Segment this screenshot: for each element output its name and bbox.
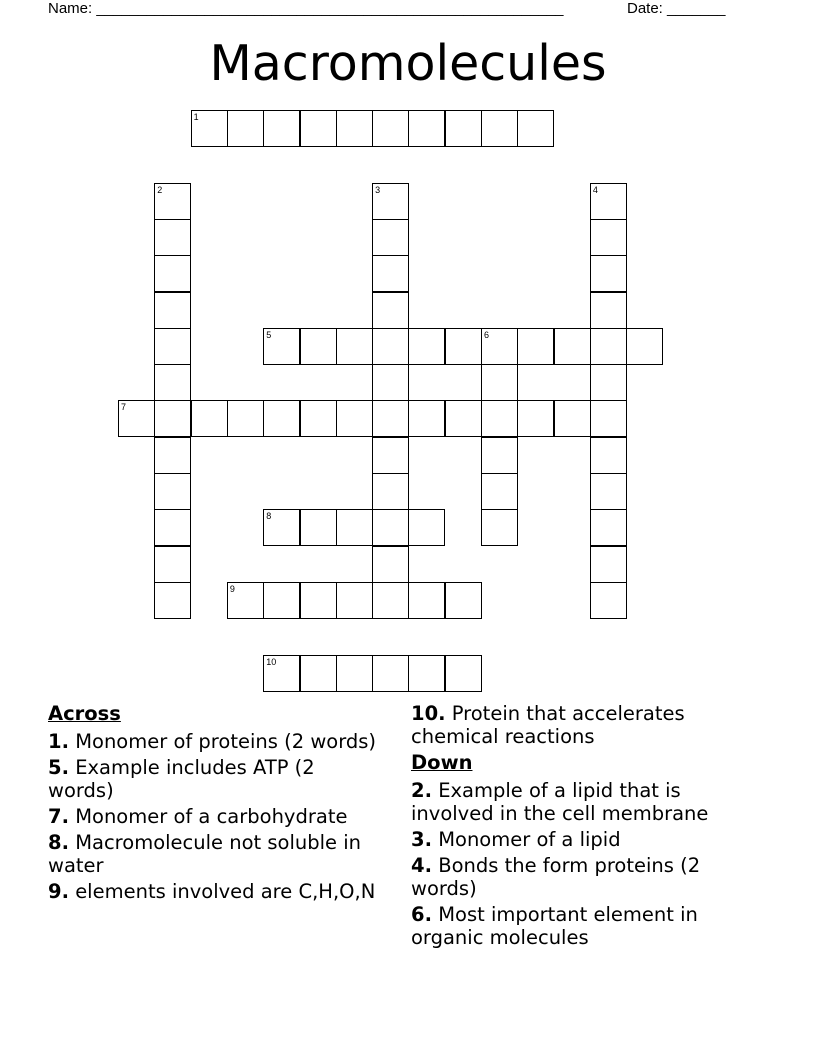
crossword-cell[interactable]	[590, 183, 627, 220]
clue-down	[411, 779, 756, 825]
crossword-cell[interactable]	[590, 328, 627, 365]
crossword-cell[interactable]	[154, 292, 191, 329]
crossword-cell[interactable]	[336, 110, 373, 147]
clue-text: Most important element in organic molecules	[411, 903, 698, 949]
crossword-cell[interactable]	[372, 292, 409, 329]
clue-number: 2.	[411, 779, 432, 802]
clue-text: Monomer of proteins (2 words)	[75, 730, 377, 753]
page-title: Macromolecules	[209, 35, 607, 92]
crossword-cell[interactable]	[154, 509, 191, 546]
crossword-cell[interactable]	[154, 473, 191, 510]
crossword-cell[interactable]	[481, 364, 518, 401]
crossword-cell[interactable]	[372, 655, 409, 692]
crossword-cell[interactable]	[372, 546, 409, 583]
crossword-cell[interactable]	[590, 364, 627, 401]
crossword-cell[interactable]	[481, 437, 518, 474]
crossword-cell[interactable]	[481, 509, 518, 546]
crossword-cell[interactable]	[154, 183, 191, 220]
crossword-cell[interactable]	[191, 400, 228, 437]
crossword-cell[interactable]	[408, 509, 445, 546]
crossword-cell[interactable]	[372, 328, 409, 365]
crossword-cell[interactable]	[372, 473, 409, 510]
crossword-cell[interactable]	[300, 400, 337, 437]
clues-column-left	[48, 702, 383, 906]
crossword-cell[interactable]	[336, 400, 373, 437]
crossword-cell[interactable]	[590, 219, 627, 256]
crossword-cell[interactable]	[263, 655, 300, 692]
clue-across	[48, 880, 383, 903]
crossword-cell[interactable]	[227, 110, 264, 147]
crossword-cell[interactable]	[336, 328, 373, 365]
crossword-cell[interactable]	[590, 473, 627, 510]
crossword-cell[interactable]	[372, 364, 409, 401]
crossword-cell[interactable]	[481, 110, 518, 147]
crossword-cell[interactable]	[300, 655, 337, 692]
crossword-cell[interactable]	[590, 582, 627, 619]
crossword-cell[interactable]	[481, 328, 518, 365]
clue-text: Example of a lipid that is involved in the cell membrane	[411, 779, 709, 825]
clue-number: 6.	[411, 903, 432, 926]
crossword-cell[interactable]	[481, 473, 518, 510]
crossword-cell[interactable]	[445, 582, 482, 619]
name-line: Name: ________________________________________________________	[48, 0, 564, 17]
crossword-cell[interactable]	[263, 582, 300, 619]
crossword-cell[interactable]	[154, 219, 191, 256]
clue-number: 10.	[411, 702, 446, 725]
clue-text: Protein that accelerates chemical reactions	[411, 702, 685, 748]
crossword-cell[interactable]	[154, 400, 191, 437]
crossword-cell[interactable]	[372, 400, 409, 437]
clue-text: Macromolecule not soluble in water	[48, 831, 362, 877]
crossword-cell[interactable]	[372, 509, 409, 546]
crossword-cell[interactable]	[227, 582, 264, 619]
clue-text: Example includes ATP (2 words)	[48, 756, 315, 802]
crossword-cell[interactable]	[263, 110, 300, 147]
crossword-cell[interactable]	[336, 582, 373, 619]
down-heading: Down	[411, 751, 473, 774]
clue-text: Monomer of a carbohydrate	[75, 805, 348, 828]
crossword-cell[interactable]	[372, 582, 409, 619]
crossword-cell[interactable]	[517, 110, 554, 147]
crossword-cell[interactable]	[517, 400, 554, 437]
crossword-cell[interactable]	[408, 582, 445, 619]
crossword-cell[interactable]	[154, 364, 191, 401]
clue-text: Bonds the form proteins (2 words)	[411, 854, 701, 900]
cell-number: 3	[375, 184, 381, 195]
crossword-cell[interactable]	[227, 400, 264, 437]
clue-down	[411, 828, 756, 851]
crossword-cell[interactable]	[154, 582, 191, 619]
date-line: Date: _______	[627, 0, 726, 17]
cell-number: 8	[266, 511, 272, 522]
cell-number: 5	[266, 329, 272, 340]
crossword-cell[interactable]	[590, 546, 627, 583]
crossword-cell[interactable]	[445, 400, 482, 437]
crossword-cell[interactable]	[118, 400, 155, 437]
crossword-cell[interactable]	[300, 328, 337, 365]
clue-number: 1.	[48, 730, 69, 753]
clue-number: 5.	[48, 756, 69, 779]
crossword-cell[interactable]	[554, 400, 591, 437]
crossword-cell[interactable]	[408, 400, 445, 437]
crossword-cell[interactable]	[372, 255, 409, 292]
crossword-cell[interactable]	[372, 110, 409, 147]
crossword-cell[interactable]	[445, 328, 482, 365]
crossword-cell[interactable]	[154, 255, 191, 292]
crossword-cell[interactable]	[300, 582, 337, 619]
clue-down	[411, 903, 756, 949]
crossword-cell[interactable]	[263, 509, 300, 546]
crossword-cell[interactable]	[590, 255, 627, 292]
clue-number: 7.	[48, 805, 69, 828]
clue-across	[48, 831, 383, 877]
crossword-cell[interactable]	[590, 509, 627, 546]
crossword-cell[interactable]	[191, 110, 228, 147]
crossword-cell[interactable]	[554, 328, 591, 365]
across-heading: Across	[48, 702, 121, 725]
crossword-cell[interactable]	[154, 437, 191, 474]
clue-text: Monomer of a lipid	[438, 828, 621, 851]
clue-across	[48, 756, 383, 802]
cell-number: 2	[157, 184, 163, 195]
crossword-cell[interactable]	[590, 292, 627, 329]
clue-number: 3.	[411, 828, 432, 851]
crossword-cell[interactable]	[154, 328, 191, 365]
crossword-cell[interactable]	[445, 655, 482, 692]
crossword-cell[interactable]	[372, 219, 409, 256]
clue-across	[48, 730, 383, 753]
clue-across	[48, 805, 383, 828]
cell-number: 10	[266, 656, 277, 667]
clue-number: 8.	[48, 831, 69, 854]
crossword-cell[interactable]	[336, 509, 373, 546]
cell-number: 7	[121, 402, 127, 413]
crossword-cell[interactable]	[590, 400, 627, 437]
clue-number: 9.	[48, 880, 69, 903]
crossword-cell[interactable]	[263, 400, 300, 437]
clues-column-right	[411, 702, 756, 952]
crossword-cell[interactable]	[408, 328, 445, 365]
crossword-cell[interactable]	[590, 437, 627, 474]
cell-number: 9	[229, 583, 235, 594]
cell-number: 4	[592, 184, 598, 195]
crossword-cell[interactable]	[626, 328, 663, 365]
crossword-cell[interactable]	[481, 400, 518, 437]
clue-number: 4.	[411, 854, 432, 877]
crossword-cell[interactable]	[263, 328, 300, 365]
clue-across	[411, 702, 756, 748]
clue-down	[411, 854, 756, 900]
crossword-cell[interactable]	[300, 110, 337, 147]
crossword-cell[interactable]	[408, 655, 445, 692]
clue-text: elements involved are C,H,O,N	[75, 880, 376, 903]
crossword-cell[interactable]	[372, 183, 409, 220]
crossword-cell[interactable]	[154, 546, 191, 583]
crossword-cell[interactable]	[408, 110, 445, 147]
crossword-cell[interactable]	[445, 110, 482, 147]
cell-number: 1	[193, 112, 199, 122]
crossword-cell[interactable]	[517, 328, 554, 365]
crossword-cell[interactable]	[300, 509, 337, 546]
cell-number: 6	[484, 329, 490, 340]
crossword-cell[interactable]	[372, 437, 409, 474]
crossword-cell[interactable]	[336, 655, 373, 692]
